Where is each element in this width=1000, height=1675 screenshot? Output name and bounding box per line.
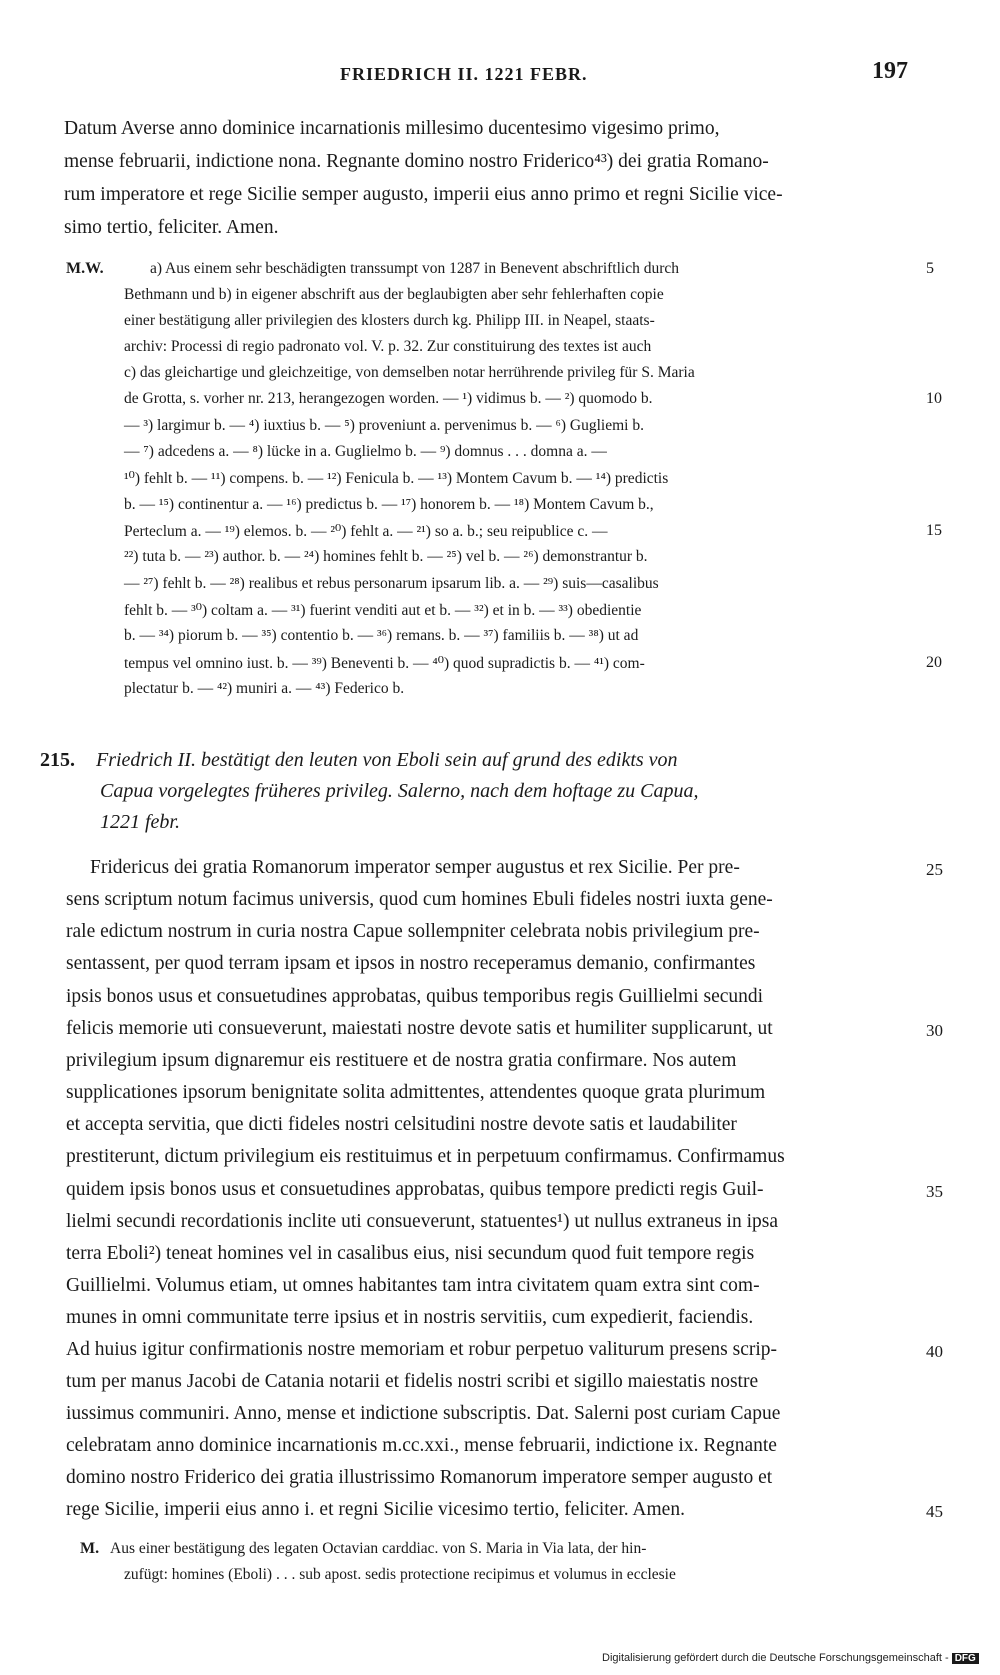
manuscript-siglum: M.W. <box>66 260 104 277</box>
document-number: 215. <box>40 749 75 771</box>
note-line: c) das gleichartige und gleichzeitige, von demselben notar herrührende privileg für S. Maria <box>124 364 695 381</box>
line-number: 30 <box>926 1021 943 1040</box>
text-line: Fridericus dei gratia Romanorum imperator semper augustus et rex Sicilie. Per pre- <box>90 857 740 878</box>
running-header <box>0 58 1000 92</box>
text-line: sens scriptum notum facimus universis, quod cum homines Ebuli fideles nostri iuxta gene- <box>66 889 773 910</box>
running-title: FRIEDRICH II. 1221 FEBR. <box>340 64 588 84</box>
credit-text: Digitalisierung gefördert durch die Deutsche Forschungsgemeinschaft - <box>602 1652 949 1664</box>
line-number: 5 <box>926 260 934 277</box>
note-line: Aus einer bestätigung des legaten Octavian carddiac. von S. Maria in Via lata, der hin- <box>110 1540 647 1557</box>
text-line: quidem ipsis bonos usus et consuetudines approbatas, quibus tempore predicti regis Guil- <box>66 1179 764 1200</box>
text-line: mense februarii, indictione nona. Regnante domino nostro Friderico⁴³) dei gratia Romano- <box>64 151 769 172</box>
heading-line: Friedrich II. bestätigt den leuten von Eboli sein auf grund des edikts von <box>96 749 678 771</box>
note-line: — ⁷) adcedens a. — ⁸) lücke in a. Guglielmo b. — ⁹) domnus . . . domna a. — <box>124 443 607 460</box>
text-line: privilegium ipsum dignaremur eis restituere et de nostra gratia confirmare. Nos autem <box>66 1050 737 1071</box>
text-line: Ad huius igitur confirmationis nostre memoriam et robur perpetuo valiturum presens scrip- <box>66 1339 778 1360</box>
note-line: Perteclum a. — ¹⁹) elemos. b. — ²⁰) fehlt a. — ²¹) so a. b.; seu reipublice c. — <box>124 523 608 540</box>
note-line: — ³) largimur b. — ⁴) iuxtius b. — ⁵) proveniunt a. pervenimus b. — ⁶) Gugliemi b. <box>124 417 644 434</box>
text-line: lielmi secundi recordationis inclite uti consueverunt, statuentes¹) ut nullus extraneus in ipsa <box>66 1211 779 1232</box>
note-line: einer bestätigung aller privilegien des klosters durch kg. Philipp III. in Neapel, staats- <box>124 312 655 329</box>
note-line: ¹⁰) fehlt b. — ¹¹) compens. b. — ¹²) Fenicula b. — ¹³) Montem Cavum b. — ¹⁴) predictis <box>124 470 669 487</box>
text-line: Guillielmi. Volumus etiam, ut omnes habitantes tam intra civitatem quam extra sint com- <box>66 1275 760 1296</box>
digitization-credit <box>602 1652 979 1664</box>
text-line: sentassent, per quod terram ipsam et ipsos in nostro receperamus demanio, confirmantes <box>66 953 756 974</box>
text-line: rum imperatore et rege Sicilie semper augusto, imperii eius anno primo et regni Sicilie vice- <box>64 184 783 205</box>
note-line: zufügt: homines (Eboli) . . . sub apost. sedis protectione recipimus et volumus in ecclesie <box>124 1566 676 1583</box>
text-line: rale edictum nostrum in curia nostra Capue sollempniter celebrata nobis privilegium pre- <box>66 921 760 942</box>
manuscript-siglum: M. <box>80 1540 100 1557</box>
note-line: b. — ³⁴) piorum b. — ³⁵) contentio b. — ³⁶) remans. b. — ³⁷) familiis b. — ³⁸) ut ad <box>124 627 639 644</box>
text-line: celebratam anno dominice incarnationis m.cc.xxi., mense februarii, indictione ix. Regnante <box>66 1435 777 1456</box>
note-line: a) Aus einem sehr beschädigten transsumpt von 1287 in Benevent abschriftlich durch <box>150 260 680 277</box>
text-line: Datum Averse anno dominice incarnationis millesimo ducentesimo vigesimo primo, <box>64 118 720 139</box>
line-number: 25 <box>926 860 943 879</box>
text-line: ipsis bonos usus et consuetudines approbatas, quibus temporibus regis Guillielmi secundi <box>66 986 764 1007</box>
text-line: terra Eboli²) teneat homines vel in casalibus eius, nisi secundum quod fuit tempore regis <box>66 1243 755 1264</box>
text-line: et accepta servitia, que dicti fideles nostri celsitudini nostre devote satis et laudabiliter <box>66 1114 737 1135</box>
dfg-logo: DFG <box>952 1653 979 1664</box>
text-line: simo tertio, feliciter. Amen. <box>64 217 279 238</box>
note-line: b. — ¹⁵) continentur a. — ¹⁶) predictus b. — ¹⁷) honorem b. — ¹⁸) Montem Cavum b., <box>124 496 654 513</box>
note-line: plectatur b. — ⁴²) muniri a. — ⁴³) Federico b. <box>124 680 405 697</box>
text-line: domino nostro Friderico dei gratia illustrissimo Romanorum imperatore semper augusto et <box>66 1467 773 1488</box>
note-line: Bethmann und b) in eigener abschrift aus der beglaubigten aber sehr fehlerhaften copie <box>124 286 664 303</box>
page-number: 197 <box>872 58 908 84</box>
text-line: iussimus communiri. Anno, mense et indictione subscriptis. Dat. Salerni post curiam Capue <box>66 1403 781 1424</box>
text-line: prestiterunt, dictum privilegium eis restituimus et in perpetuum confirmamus. Confirmamus <box>66 1146 785 1167</box>
text-line: munes in omni communitate terre ipsius et in nostris servitiis, cum expedierit, faciendis. <box>66 1307 754 1328</box>
heading-line: 1221 febr. <box>100 811 180 833</box>
note-line: — ²⁷) fehlt b. — ²⁸) realibus et rebus personarum ipsarum lib. a. — ²⁹) suis—casalibus <box>124 575 659 592</box>
note-line: tempus vel omnino iust. b. — ³⁹) Beneventi b. — ⁴⁰) quod supradictis b. — ⁴¹) com- <box>124 655 645 672</box>
text-line: supplicationes ipsorum benignitate solita admittentes, attendentes quoque grata plurimum <box>66 1082 766 1103</box>
line-number: 35 <box>926 1182 943 1201</box>
line-number: 45 <box>926 1502 943 1521</box>
line-number: 10 <box>926 390 942 407</box>
text-line: rege Sicilie, imperii eius anno i. et regni Sicilie vicesimo tertio, feliciter. Amen. <box>66 1499 685 1520</box>
heading-line: Capua vorgelegtes früheres privileg. Salerno, nach dem hoftage zu Capua, <box>100 780 699 802</box>
note-line: de Grotta, s. vorher nr. 213, herangezogen worden. — ¹) vidimus b. — ²) quomodo b. <box>124 390 653 407</box>
text-line: felicis memorie uti consueverunt, maiestati nostre devote satis et humiliter supplicarunt, ut <box>66 1018 773 1039</box>
text-line: tum per manus Jacobi de Catania notarii et fidelis nostri scribi et sigillo maiestatis nostre <box>66 1371 759 1392</box>
note-line: archiv: Processi di regio padronato vol. V. p. 32. Zur constituirung des textes ist auch <box>124 338 652 355</box>
note-line: fehlt b. — ³⁰) coltam a. — ³¹) fuerint venditi aut et b. — ³²) et in b. — ³³) obedientie <box>124 602 642 619</box>
line-number: 15 <box>926 522 942 539</box>
note-line: ²²) tuta b. — ²³) author. b. — ²⁴) homines fehlt b. — ²⁵) vel b. — ²⁶) demonstrantur b. <box>124 548 648 565</box>
line-number: 40 <box>926 1342 943 1361</box>
line-number: 20 <box>926 654 942 671</box>
